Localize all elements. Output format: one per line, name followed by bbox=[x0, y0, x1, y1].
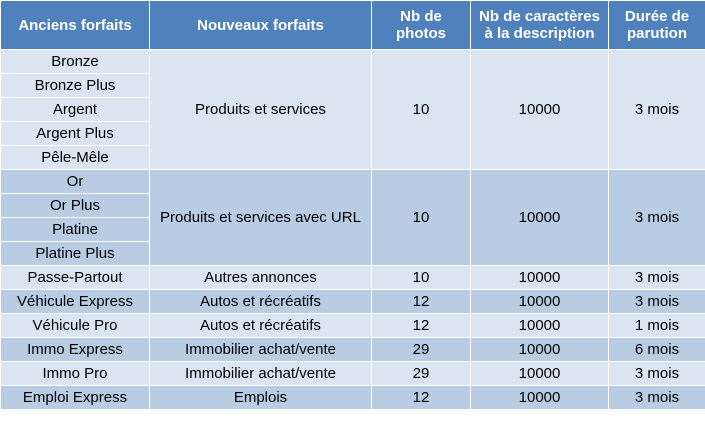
ancien-forfait-cell: Platine Plus bbox=[1, 242, 150, 266]
table-row bbox=[1, 170, 705, 194]
nb-caracteres-cell: 10000 bbox=[471, 338, 609, 362]
ancien-forfait-cell: Immo Express bbox=[1, 338, 150, 362]
nb-photos-cell: 12 bbox=[372, 314, 471, 338]
table-row bbox=[1, 362, 705, 386]
header-row bbox=[1, 1, 705, 50]
header-anciens-forfaits: Anciens forfaits bbox=[1, 1, 150, 50]
duree-cell: 3 mois bbox=[609, 386, 705, 410]
duree-cell: 3 mois bbox=[609, 266, 705, 290]
table-row bbox=[1, 338, 705, 362]
ancien-forfait-cell: Or bbox=[1, 170, 150, 194]
nb-caracteres-cell: 10000 bbox=[471, 266, 609, 290]
table-row bbox=[1, 290, 705, 314]
nb-photos-cell: 12 bbox=[372, 290, 471, 314]
ancien-forfait-cell: Emploi Express bbox=[1, 386, 150, 410]
ancien-forfait-cell: Véhicule Express bbox=[1, 290, 150, 314]
nouveau-forfait-cell: Autos et récréatifs bbox=[150, 290, 372, 314]
nb-photos-cell: 29 bbox=[372, 362, 471, 386]
duree-cell: 3 mois bbox=[609, 50, 705, 170]
ancien-forfait-cell: Argent Plus bbox=[1, 122, 150, 146]
ancien-forfait-cell: Véhicule Pro bbox=[1, 314, 150, 338]
ancien-forfait-cell: Bronze Plus bbox=[1, 74, 150, 98]
nouveau-forfait-cell: Autos et récréatifs bbox=[150, 314, 372, 338]
table-row bbox=[1, 314, 705, 338]
duree-cell: 3 mois bbox=[609, 362, 705, 386]
nb-caracteres-cell: 10000 bbox=[471, 362, 609, 386]
header-nb-caracteres: Nb de caractères à la description bbox=[471, 1, 609, 50]
duree-cell: 3 mois bbox=[609, 170, 705, 266]
ancien-forfait-cell: Platine bbox=[1, 218, 150, 242]
duree-cell: 6 mois bbox=[609, 338, 705, 362]
nb-photos-cell: 29 bbox=[372, 338, 471, 362]
header-duree-parution: Durée de parution bbox=[609, 1, 705, 50]
nouveau-forfait-cell: Emplois bbox=[150, 386, 372, 410]
header-nb-photos: Nb de photos bbox=[372, 1, 471, 50]
ancien-forfait-cell: Argent bbox=[1, 98, 150, 122]
ancien-forfait-cell: Bronze bbox=[1, 50, 150, 74]
duree-cell: 1 mois bbox=[609, 314, 705, 338]
ancien-forfait-cell: Pêle-Mêle bbox=[1, 146, 150, 170]
ancien-forfait-cell: Immo Pro bbox=[1, 362, 150, 386]
nb-caracteres-cell: 10000 bbox=[471, 170, 609, 266]
ancien-forfait-cell: Or Plus bbox=[1, 194, 150, 218]
table-row bbox=[1, 266, 705, 290]
nouveau-forfait-cell: Produits et services bbox=[150, 50, 372, 170]
duree-cell: 3 mois bbox=[609, 290, 705, 314]
header-nouveaux-forfaits: Nouveaux forfaits bbox=[150, 1, 372, 50]
nb-caracteres-cell: 10000 bbox=[471, 314, 609, 338]
nb-photos-cell: 12 bbox=[372, 386, 471, 410]
table-row bbox=[1, 50, 705, 74]
nouveau-forfait-cell: Autres annonces bbox=[150, 266, 372, 290]
nouveau-forfait-cell: Immobilier achat/vente bbox=[150, 338, 372, 362]
nb-caracteres-cell: 10000 bbox=[471, 386, 609, 410]
ancien-forfait-cell: Passe-Partout bbox=[1, 266, 150, 290]
nouveau-forfait-cell: Produits et services avec URL bbox=[150, 170, 372, 266]
nb-caracteres-cell: 10000 bbox=[471, 50, 609, 170]
table-row bbox=[1, 386, 705, 410]
nb-photos-cell: 10 bbox=[372, 50, 471, 170]
nb-photos-cell: 10 bbox=[372, 170, 471, 266]
nb-caracteres-cell: 10000 bbox=[471, 290, 609, 314]
nb-photos-cell: 10 bbox=[372, 266, 471, 290]
nouveau-forfait-cell: Immobilier achat/vente bbox=[150, 362, 372, 386]
